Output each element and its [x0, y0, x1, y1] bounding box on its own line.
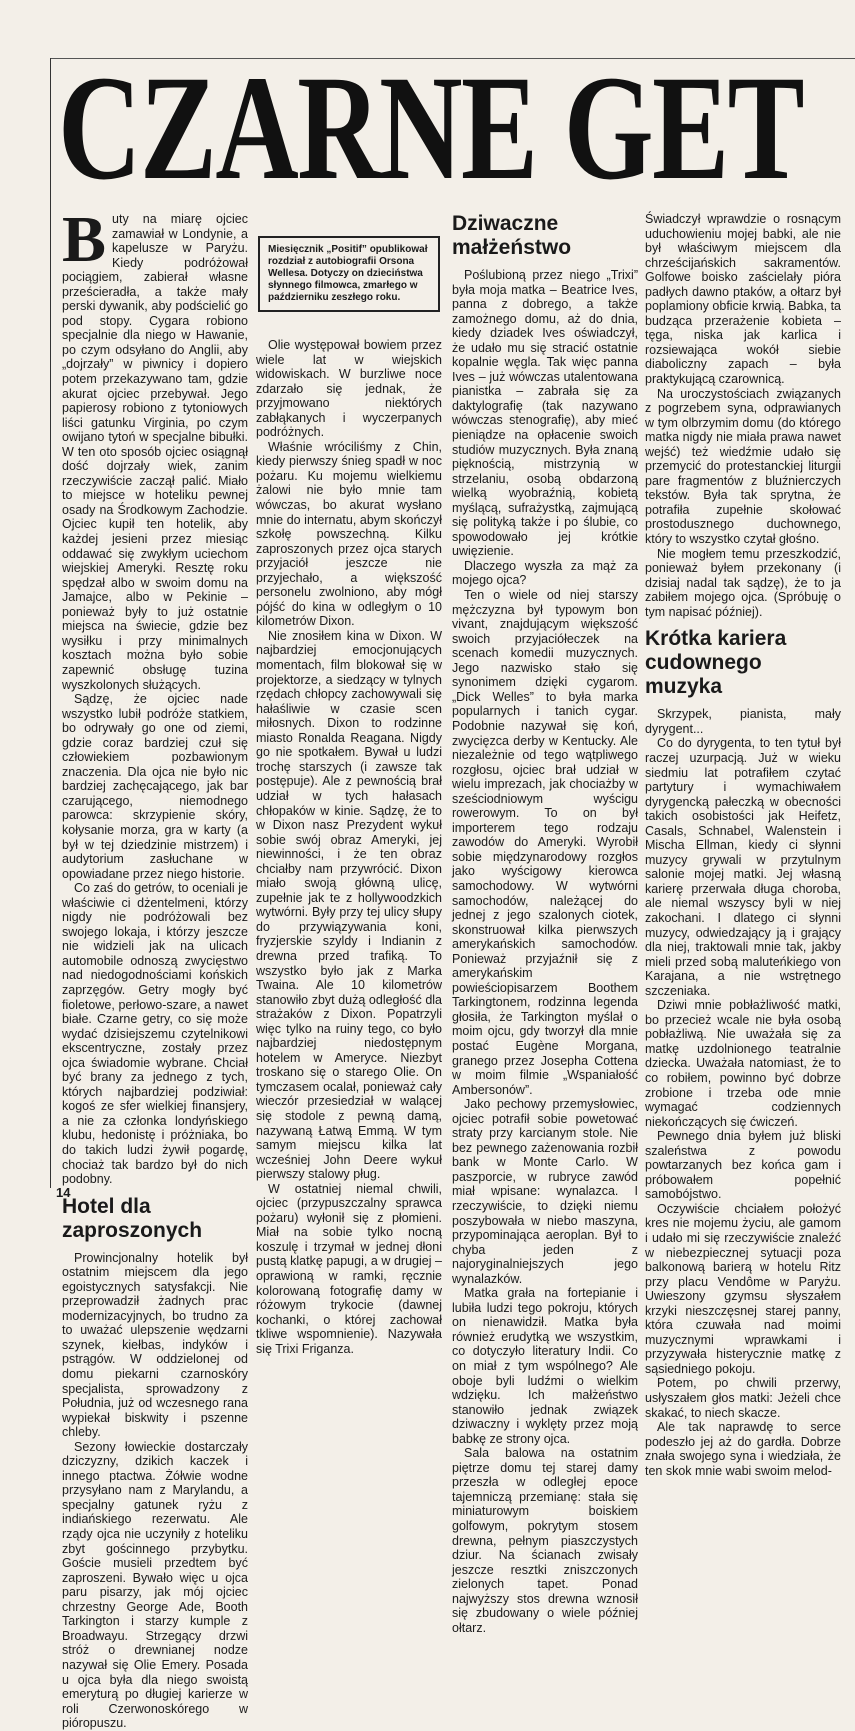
paragraph: Świadczył wprawdzie o rosnącym uduchowieniu mojej babki, ale nie był właściwym miejscem dla chrześcijańskich sakramentów. Golfowe boisko zaścielały pióra padłych dawno ptaków, a ołtarz był poplamiony obficie krwią. Babka, ta budząca przerażenie kobieta – tęga, niska jak karlica i rozsiewająca wokół siebie diaboliczny zapach – była praktykującą czarownicą. [645, 212, 841, 387]
paragraph: Olie występował bowiem przez wiele lat w wiejskich widowiskach. W burzliwe noce zdarzało się jednak, że przyjmowano niektórych zabłąkanych i wyczerpanych podróżnych. [256, 338, 442, 440]
paragraph: Na uroczystościach związanych z pogrzebem syna, odprawianych w tym olbrzymim domu (do którego matka nigdy nie miała prawa nawet wejść) też wiedźmie udało się przemycić do protestanckiej liturgii pare fragmentów z bluźnierczych tekstów. Była tak sprytna, że potrafiła zupełnie skołować prostodusznego duchownego, który to wszystko czytał głośno. [645, 386, 841, 547]
paragraph: Oczywiście chciałem położyć kres nie mojemu życiu, ale gamom i udało mi się rzeczywiście znaleźć w niebezpiecznej sytuacji poza balkonową barierą w hotelu Ritz przy placu Vendôme w Paryżu. Uwieszony gzymsu słyszałem krzyki nieszczęsnej starej panny, która czuwała nad moimi muzycznymi wprawkami i przyzywała histerycznie matkę z sąsiedniego pokoju. [645, 1201, 841, 1376]
left-rule [50, 58, 51, 1188]
section-heading-career: Krótka kariera cudownego muzyka [645, 627, 787, 699]
column-4 [645, 212, 841, 1478]
column-2 [256, 212, 442, 1356]
page-number: 14 [56, 1185, 71, 1200]
paragraph: Potem, po chwili przerwy, usłyszałem głos matki: Jeżeli chce skakać, to niech skacze. [645, 1376, 841, 1420]
paragraph: Nie mogłem temu przeszkodzić, ponieważ byłem przekonany (i dzisiaj nadal tak sądzę), że to ja zabiłem mojego ojca. (Spróbuję o tym napisać później). [645, 546, 841, 619]
paragraph: Sala balowa na ostatnim piętrze domu tej starej damy przeszła w odległej epoce tajemniczą przemianę: stała się miniaturowym boiskiem golfowym, pokrytym stosem drewna, pełnym piaszczystych dziur. Na ścianach zwisały jeszcze resztki zniszczonych zielonych tapet. Ponad najwyższy stos drewna wznosił się zbudowany o wiele później ołtarz. [452, 1446, 638, 1635]
paragraph: W ostatniej niemal chwili, ojciec (przypuszczalny sprawca pożaru) wyłonił się z płomieni. Miał na sobie tylko nocną koszulę i trzymał w jednej dłoni pustą klatkę papugi, a w drugiej – oprawioną w ramki, ręcznie kolorowaną fotografię damy w różowym trykocie (dawnej kochanki, o której zachował tkliwe wspomnienie). Nazywała się Trixi Friganza. [256, 1181, 442, 1356]
lead-paragraph [62, 203, 248, 692]
lead-text: uty na miarę ojciec zamawiał w Londynie, a kapelusze w Paryżu. Kiedy podróżował pociągiem, zabierał własne prześcieradła, a także mały perski dywanik, aby podścielić go pod stopy. Cygara robiono specjalnie dla niego w Hawanie, po czym odsyłano do Anglii, aby „dojrzały” w piwnicy i dopiero potem przekazywano tam, gdzie akurat ojciec przebywał. Jego papierosy robiono z tytoniowych liści gatunku Virginia, po czym owijano tytoń w specjalne bibułki. W ten oto sposób ojciec osiągnął dość dojrzały wiek, zanim rzeczywiście zaczął palić. Miało to miejsce w hoteliku pewnej osady na Środkowym Zachodzie. Ojciec kupił ten hotelik, aby każdej jesieni przez miesiąc oddawać się zwykłym uciechom wiejskiej Ameryki. Resztę roku spędzał albo w swoim domu na Jamajce, albo w Pekinie – ponieważ były to już ostatnie miejsca na świecie, gdzie bez wysiłku i przy minimalnych kosztach można było sobie zapewnić obsługę tuzina wyszkolonych służących. [62, 212, 248, 692]
paragraph: Skrzypek, pianista, mały dyrygent... [645, 707, 841, 736]
section-heading-hotel: Hotel dla zaproszonych [62, 1194, 203, 1242]
section-heading-marriage: Dziwaczne małżeństwo [452, 212, 572, 259]
paragraph: Właśnie wróciliśmy z Chin, kiedy pierwszy śnieg spadł w noc pożaru. Ku mojemu wielkiemu żalowi nie było mnie tam wówczas, bo akurat wysłano mnie do internatu, abym skończył szkołę powszechną. Kilku zaproszonych przez ojca starych przyjaciół jeszcze nie przyjechało, a większość personelu zwolniono, aby mógł pójść do kina w odległym o 10 kilometrów Dixon. [256, 439, 442, 629]
drop-cap: B [62, 203, 107, 276]
paragraph: Sezony łowieckie dostarczały dziczyzny, dzikich kaczek i innego ptactwa. Żółwie wodne przysyłano nam z Marylandu, a specjalny gatunek ryżu z indiańskiego rezerwatu. Ale rządy ojca nie uczyniły z hoteliku zbyt gościnnego przybytku. Goście musieli przedtem być zaproszeni. Bywało więc u ojca paru pisarzy, jak mój ojciec chrzestny George Ade, Booth Tarkington i starzy kumple z Broadwayu. Strzegący drzwi stróż o drewnianej nodze nazywał się Olie Emery. Posada u ojca była dla niego swoistą emeryturą po długiej karierze w roli Czerwonoskórego w pióropuszu. [62, 1439, 248, 1731]
paragraph: Dziwi mnie pobłażliwość matki, bo przecież wcale nie była osobą pobłażliwą. Nie uważała się za matkę uzdolnionego teatralnie dziecka. Uważała natomiast, że to co robiłem, powinno być dobrze zrobione i trzeba ode mnie wymagać codziennych niekończących się ćwiczeń. [645, 998, 841, 1129]
paragraph: Co zaś do getrów, to oceniali je właściwie ci dżentelmeni, którzy nigdy nie podróżowali bez swojego lokaja, i którzy jeszcze nie widzieli jak na ulicach automobile odnoszą zwycięstwo nad niedogodnościami końskich zaprzęgów. Getry mogły być fioletowe, perłowo-szare, a nawet białe. Czarne getry, co się może wydać dzisiejszemu czytelnikowi ekscentryczne, zostały przez ojca świadomie wybrane. Chciał być brany za jednego z tych, których najbardziej podziwiał: kogoś ze sfer wielkiej finansjery, a nie za członka londyńskiego klubu, hedonistę i próżniaka, bo do takich ludzi żywił pogardę, chociaż tak bardzo był do nich podobny. [62, 881, 248, 1187]
paragraph: Ten o wiele od niej starszy mężczyzna był typowym bon vivant, znajdującym większość swoich przyjaciółeczek na scenach komedii muzycznych. Jego nazwisko stało się synonimem dzięki cygarom. „Dick Welles” to była marka popularnych i tanich cygar. Podobnie nazywał się koń, zwycięzca derby w Kentucky. Ale niezależnie od tego wątpliwego rozgłosu, ojciec brał udział w wielu imprezach, jak chociażby w sześciodniowym wyścigu rowerowym. To on był importerem tego rodzaju zawodów do Ameryki. Wyrobił sobie międzynarodowy rozgłos jako wyścigowy kierowca samochodowy. W wytwórni samochodów, należącej do jednej z jego szalonych ciotek, skonstruował kilka pierwszych amerykańskich samochodów. Ponieważ przyjaźnił się z amerykańskim powieściopisarzem Boothem Tarkingtonem, rodzinna legenda głosiła, że Tarkington myślał o moim ojcu, gdy tworzył dla mnie postać Eugène Morgana, granego przez Josepha Cottena w moim filmie „Wspaniałość Ambersonów”. [452, 588, 638, 1097]
paragraph: Matka grała na fortepianie i lubiła ludzi tego pokroju, których on nienawidził. Matka była również erudytką we wszystkim, co dotyczyło literatury Indii. Co on miał z tym wspólnego? Ale oboje byli ludźmi o wielkim wdzięku. Ich małżeństwo stanowiło jednak związek dziwaczny i wyklęty przez moją babkę ze strony ojca. [452, 1286, 638, 1446]
headline: CZARNE GET [58, 45, 804, 211]
paragraph: Poślubioną przez niego „Trixi” była moja matka – Beatrice Ives, panna z dobrego, a także zamożnego domu, aż do dnia, kiedy dziadek Ives oświadczył, że udało mu się stracić ostatnie kopalnie węgla. Tak więc panna Ives – już wówczas utalentowana pianistka – zabrała się za daktylografię (tak nazywano wówczas stenografię), aby mieć pieniądze na opłacenie swoich studiów muzycznych. Była znaną pięknością, mistrzynią w strzelaniu, osobą obdarzoną wielką wyobraźnią, kobietą myślącą, sufrażystką, zajmującą się polityką także i po ślubie, co spowodowało jej krótkie uwięzienie. [452, 268, 638, 559]
paragraph: Nie znosiłem kina w Dixon. W najbardziej emocjonujących momentach, film blokował się w projektorze, a siedzący w tylnych rzędach chłopcy zachowywali się hałaśliwie w czasie scen miłosnych. Dixon to rodzinne miasto Ronalda Reagana. Nigdy go nie spotkałem. Bywał u ludzi trochę starszych (i zawsze tak postępuje). Ale z pewnością brał udział w tych hałasach chłopaków w kinie. Sądzę, że to w Dixon nasz Prezydent wykuł sobie swój obraz Ameryki, jej niewinności, i że ten obraz chciałby nam przywrócić. Dixon miało swoją główną ulicę, zupełnie jak te z hollywoodzkich wytwórni. Były przy tej ulicy słupy do przywiązywania koni, fryzjerskie szyldy i Indianin z drewna przed trafiką. To wszystko było jak z Marka Twaina. Ale 10 kilometrów stanowiło zbyt dużą odległość dla strażaków z Dixon. Popatrzyli więc tylko na ruiny tego, co było najbardziej niedostępnym hotelem w Ameryce. Niezbyt troskano się o starego Olie. On tymczasem ocalał, ponieważ cały wieczór przesiedział w walącej się stodole z pewną damą, nazywaną Łatwą Emmą. W tym samym miejscu kilka lat wcześniej John Deere wykuł pierwszy stalowy pług. [256, 628, 442, 1182]
paragraph: Sądzę, że ojciec nade wszystko lubił podróże statkiem, bo odrywały go one od ziemi, gdzie coraz bardziej czuł się człowiekiem pozbawionym znaczenia. Dla ojca nie było nic bardziej zachęcającego, jak bar czarującego, niemodnego parowca: skrzypienie skóry, kołysanie morza, gra w karty (a był w tej dziedzinie mistrzem) i audytorium zasłuchane w opowiadane przez niego historie. [62, 692, 248, 881]
paragraph: Jako pechowy przemysłowiec, ojciec potrafił sobie powetować straty przy karcianym stole. Nie bez pewnego zażenowania rozbił bank w Monte Carlo. W paszporcie, w rubryce zawód miał wpisane: wynalazca. I rzeczywiście, to dzięki niemu poszybowała w niebo maszyna, przypominająca aeroplan. Był to chyba jeden z najoryginalniejszych jego wynalazków. [452, 1097, 638, 1286]
info-box: Miesięcznik „Positif” opublikował rozdział z autobiografii Orsona Wellesa. Dotyczy on dzieciństwa słynnego filmowca, zmarłego w październiku zeszłego roku. [258, 236, 440, 312]
column-3 [452, 212, 638, 1635]
paragraph: Pewnego dnia byłem już bliski szaleństwa z powodu powtarzanych bez końca gam i próbowałem popełnić samobójstwo. [645, 1129, 841, 1202]
paragraph: Co do dyrygenta, to ten tytuł był raczej uzurpacją. Już w wieku siedmiu lat potrafiłem czytać partytury i wymachiwałem dyrygencką pałeczką w obecności takich osobistości jak Heifetz, Casals, Schnabel, Walenstein i Mischa Ellman, kiedy ci słynni muzycy grywali w przytulnym salonie mojej matki. Jej własną karierę przerwała długa choroba, ale niemal wszyscy byli w niej zakochani. I dlatego ci słynni muzycy, odwiedzający ją i grający dla niej, traktowali mnie tak, jakby mieli przed sobą maluteńkiego von Karajana, a nie wstrętnego szczeniaka. [645, 736, 841, 998]
paragraph: Ale tak naprawdę to serce podeszło jej aż do gardła. Dobrze znała swojego syna i wiedziała, że ten skok mnie wabi swoim melod- [645, 1420, 841, 1478]
paragraph: Prowincjonalny hotelik był ostatnim miejscem dla jego egoistycznych satysfakcji. Nie przeprowadził żadnych prac modernizacyjnych, bo trudno za to uważać ulepszenie wędzarni szynek, kiełbas, indyków i pstrągów. W oddzielonej od domu piekarni czarnoskóry specjalista, sprowadzony z Południa, już od wczesnego rana wypiekał biskwity i pszenne chleby. [62, 1250, 248, 1440]
paragraph: Dlaczego wyszła za mąż za mojego ojca? [452, 558, 638, 588]
